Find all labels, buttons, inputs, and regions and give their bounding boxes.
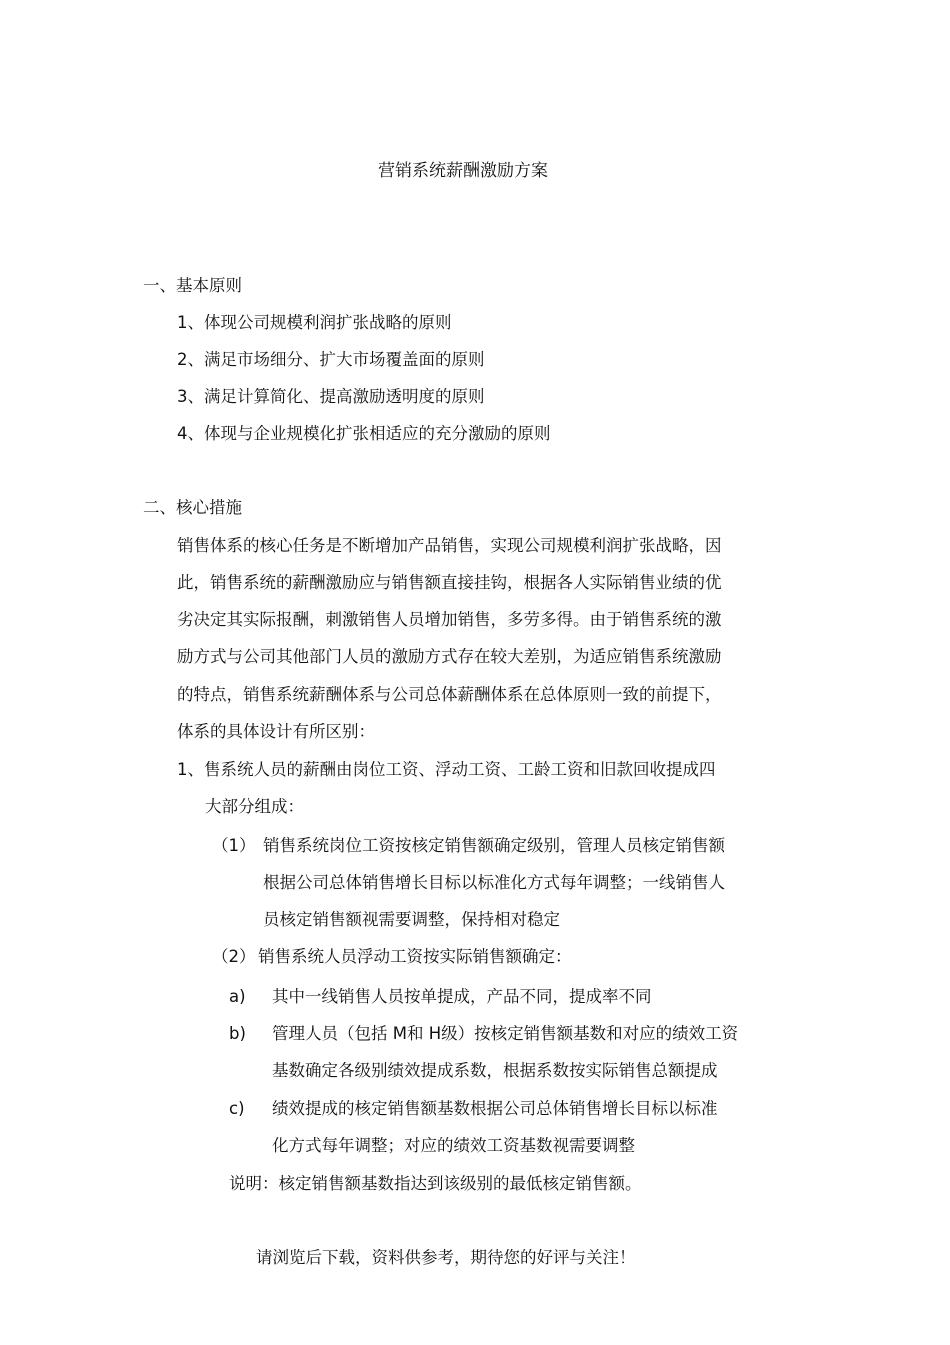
principle-item-4: 4、体现与企业规模化扩张相适应的充分激励的原则 — [177, 424, 551, 443]
section-heading-1: 一、基本原则 — [143, 276, 242, 295]
note-text: 说明：核定销售额基数指达到该级别的最低核定销售额。 — [229, 1174, 642, 1193]
principle-item-1: 1、体现公司规模利润扩张战略的原则 — [177, 313, 452, 332]
sub-item-2-text: 销售系统人员浮动工资按实际销售额确定： — [258, 947, 572, 966]
list-item-marker-c: c) — [229, 1099, 245, 1118]
paragraph-line: 劣决定其实际报酬，刺激销售人员增加销售，多劳多得。由于销售系统的激 — [177, 610, 722, 629]
sub-item-1-line: 根据公司总体销售增长目标以标准化方式每年调整；一线销售人 — [263, 873, 725, 892]
sub-item-1-line: 销售系统岗位工资按核定销售额确定级别，管理人员核定销售额 — [263, 836, 725, 855]
list-item-a-line: 其中一线销售人员按单提成，产品不同，提成率不同 — [272, 987, 652, 1006]
sub-item-1-line: 员核定销售额视需要调整，保持相对稳定 — [263, 910, 560, 929]
footer-text: 请浏览后下载，资料供参考，期待您的好评与关注！ — [256, 1248, 636, 1267]
paragraph-line: 销售体系的核心任务是不断增加产品销售，实现公司规模利润扩张战略，因 — [177, 536, 722, 555]
list-item-marker-b: b) — [229, 1024, 246, 1043]
section-heading-2: 二、核心措施 — [143, 498, 242, 517]
measure-item-1-line1: 1、售系统人员的薪酬由岗位工资、浮动工资、工龄工资和旧款回收提成四 — [177, 760, 716, 779]
list-item-marker-a: a) — [229, 987, 246, 1006]
sub-item-1-marker: （1） — [212, 836, 256, 855]
principle-item-3: 3、满足计算简化、提高激励透明度的原则 — [177, 387, 485, 406]
paragraph-line: 体系的具体设计有所区别： — [177, 722, 375, 741]
principle-item-2: 2、满足市场细分、扩大市场覆盖面的原则 — [177, 350, 485, 369]
paragraph-line: 此，销售系统的薪酬激励应与销售额直接挂钩，根据各人实际销售业绩的优 — [177, 573, 722, 592]
measure-item-1-line2: 大部分组成： — [205, 797, 304, 816]
list-item-c-line: 化方式每年调整；对应的绩效工资基数视需要调整 — [272, 1136, 635, 1155]
sub-item-2-marker: （2） — [212, 947, 256, 966]
document-title: 营销系统薪酬激励方案 — [378, 161, 548, 181]
list-item-b-line: 管理人员（包括 M和 H级）按核定销售额基数和对应的绩效工资 — [272, 1024, 739, 1043]
paragraph-line: 的特点，销售系统薪酬体系与公司总体薪酬体系在总体原则一致的前提下， — [177, 685, 722, 704]
paragraph-line: 励方式与公司其他部门人员的激励方式存在较大差别，为适应销售系统激励 — [177, 647, 722, 666]
list-item-c-line: 绩效提成的核定销售额基数根据公司总体销售增长目标以标准 — [272, 1099, 718, 1118]
list-item-b-line: 基数确定各级别绩效提成系数，根据系数按实际销售总额提成 — [272, 1061, 718, 1080]
